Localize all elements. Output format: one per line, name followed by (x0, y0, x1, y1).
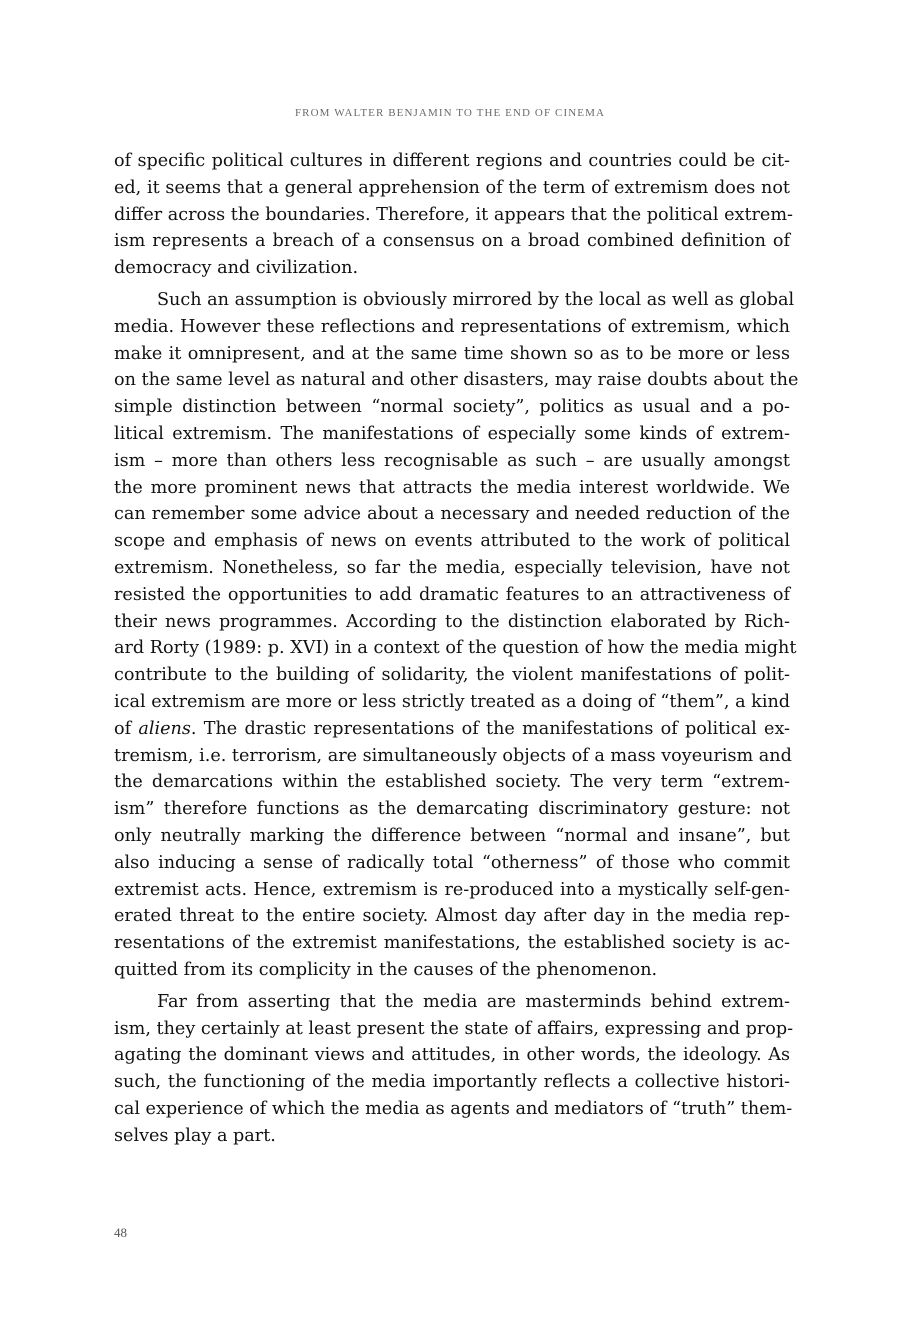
page-number: 48 (114, 1225, 127, 1240)
text-line: differ across the boundaries. Therefore, it appears that the political extrem- (114, 204, 793, 225)
text-line: such, the functioning of the media importantly reflects a collective histori- (114, 1072, 790, 1093)
text-line: media. However these reflections and representations of extremism, which (114, 316, 790, 337)
running-header: FROM WALTER BENJAMIN TO THE END OF CINEMA (294, 107, 606, 119)
text-line: ed, it seems that a general apprehension of the term of extremism does not (114, 177, 790, 198)
text-line: the more prominent news that attracts the media interest worldwide. We (114, 477, 790, 498)
text-line: tremism, i.e. terrorism, are simultaneously objects of a mass voyeurism and (114, 745, 792, 766)
text-line: also inducing a sense of radically total “otherness” of those who commit (114, 852, 790, 873)
text-line: ical extremism are more or less strictly treated as a doing of “them”, a kind (114, 691, 791, 712)
text-line: can remember some advice about a necessary and needed reduction of the (114, 504, 790, 525)
text-line: on the same level as natural and other disasters, may raise doubts about the (114, 370, 799, 391)
italic-word: aliens (138, 718, 191, 739)
text-line: Such an assumption is obviously mirrored by the local as well as global (157, 289, 795, 310)
text-line: litical extremism. The manifestations of especially some kinds of extrem- (114, 423, 790, 444)
text-line: extremist acts. Hence, extremism is re-produced into a mystically self-gen- (114, 879, 790, 900)
text-line: quitted from its complicity in the causes of the phenomenon. (114, 959, 658, 980)
text-line: selves play a part. (114, 1125, 276, 1146)
text-line: contribute to the building of solidarity, the violent manifestations of polit- (114, 665, 790, 686)
text-line: erated threat to the entire society. Almost day after day in the media rep- (114, 906, 790, 927)
text-line: ism” therefore functions as the demarcating discriminatory gesture: not (114, 799, 790, 820)
text-line: ism – more than others less recognisable as such – are usually amongst (114, 450, 790, 471)
body-text (114, 148, 799, 1154)
text-line: the demarcations within the established society. The very term “extrem- (114, 772, 790, 793)
text-line: of specific political cultures in different regions and countries could be cit- (114, 151, 790, 171)
text-line: resisted the opportunities to add dramatic features to an attractiveness of (114, 584, 790, 605)
text-line: Far from asserting that the media are masterminds behind extrem- (157, 991, 790, 1012)
text-line: democracy and civilization. (114, 258, 359, 279)
text-line: ard Rorty (1989: p. XVI) in a context of the question of how the media might (114, 638, 797, 659)
text-line: cal experience of which the media as agents and mediators of “truth” them- (114, 1098, 793, 1119)
text-line: agating the dominant views and attitudes, in other words, the ideology. As (114, 1045, 790, 1066)
text-line: of aliens. The drastic representations of the manifestations of political ex- (114, 718, 790, 739)
text-line: ism represents a breach of a consensus on a broad combined definition of (114, 231, 790, 252)
text-line: simple distinction between “normal society”, politics as usual and a po- (114, 397, 790, 418)
text-line: resentations of the extremist manifestations, the established society is ac- (114, 933, 790, 954)
text-line: extremism. Nonetheless, so far the media, especially television, have not (114, 557, 790, 578)
text-line: make it omnipresent, and at the same time shown so as to be more or less (114, 343, 790, 364)
text-line: only neutrally marking the difference between “normal and insane”, but (114, 825, 790, 846)
text-line: ism, they certainly at least present the state of affairs, expressing and prop- (114, 1018, 794, 1039)
text-line: scope and emphasis of news on events attributed to the work of political (114, 531, 790, 552)
paragraph (114, 148, 793, 282)
text-line: their news programmes. According to the distinction elaborated by Rich- (114, 611, 790, 632)
paragraph (114, 989, 794, 1150)
paragraph (114, 287, 799, 984)
